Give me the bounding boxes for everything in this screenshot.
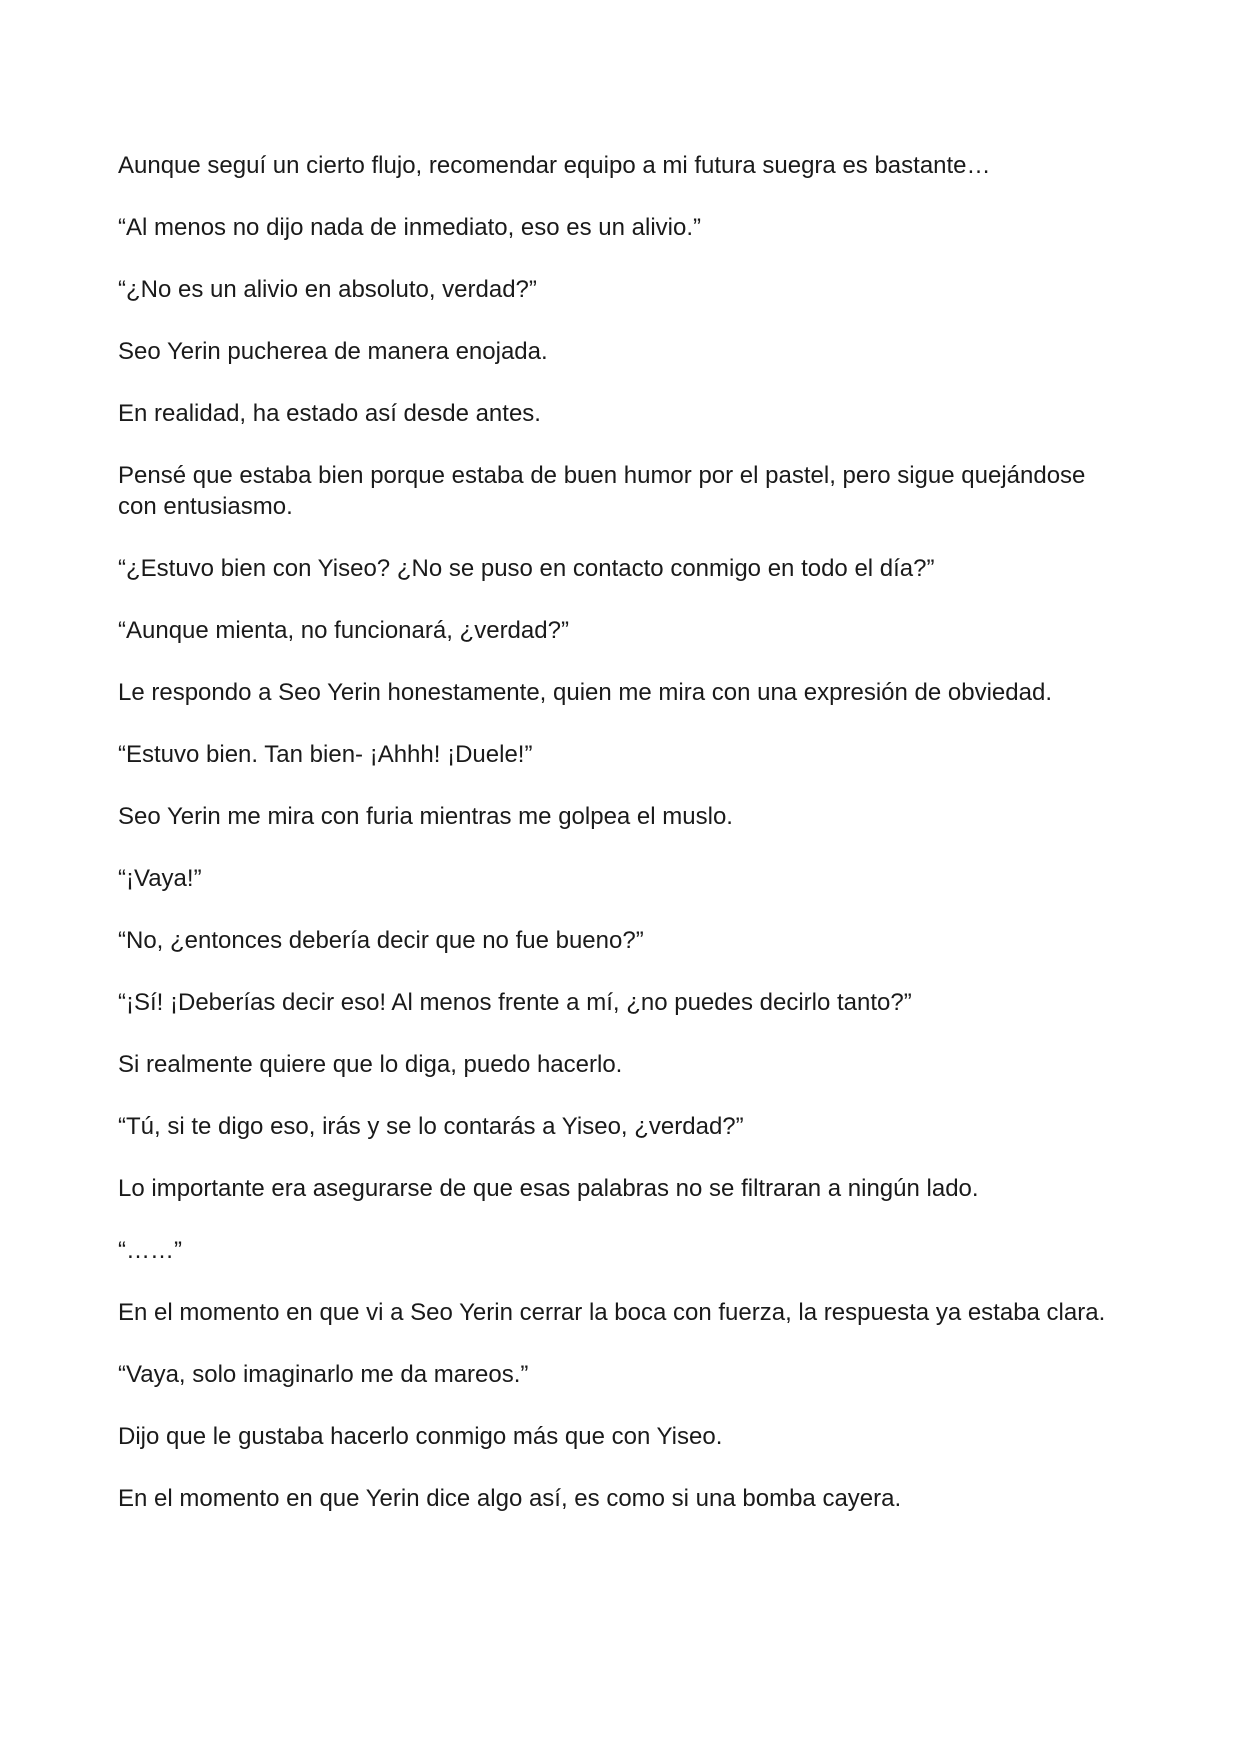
paragraph: “¿No es un alivio en absoluto, verdad?” <box>118 276 537 303</box>
paragraph: “¡Vaya!” <box>118 865 202 892</box>
paragraph: En el momento en que Yerin dice algo así, es como si una bomba cayera. <box>118 1485 902 1512</box>
paragraph: Lo importante era asegurarse de que esas palabras no se filtraran a ningún lado. <box>118 1175 979 1202</box>
paragraph: “Estuvo bien. Tan bien- ¡Ahhh! ¡Duele!” <box>118 741 533 768</box>
paragraph: En el momento en que vi a Seo Yerin cerrar la boca con fuerza, la respuesta ya estaba clara. <box>118 1299 1106 1326</box>
paragraph: “……” <box>118 1237 182 1264</box>
paragraph: Le respondo a Seo Yerin honestamente, quien me mira con una expresión de obviedad. <box>118 679 1052 706</box>
paragraph: Seo Yerin pucherea de manera enojada. <box>118 338 548 365</box>
paragraph: Si realmente quiere que lo diga, puedo hacerlo. <box>118 1051 623 1078</box>
paragraph: Seo Yerin me mira con furia mientras me golpea el muslo. <box>118 803 733 830</box>
paragraph: Pensé que estaba bien porque estaba de buen humor por el pastel, pero sigue quejándose con entusiasmo. <box>118 462 1086 520</box>
paragraph: En realidad, ha estado así desde antes. <box>118 400 541 427</box>
paragraph: “Vaya, solo imaginarlo me da mareos.” <box>118 1361 529 1388</box>
paragraph: “Tú, si te digo eso, irás y se lo contarás a Yiseo, ¿verdad?” <box>118 1113 744 1140</box>
document-body <box>118 150 1128 1545</box>
paragraph: “¡Sí! ¡Deberías decir eso! Al menos frente a mí, ¿no puedes decirlo tanto?” <box>118 989 912 1016</box>
paragraph: “Aunque mienta, no funcionará, ¿verdad?” <box>118 617 569 644</box>
paragraph: Aunque seguí un cierto flujo, recomendar equipo a mi futura suegra es bastante… <box>118 152 991 179</box>
paragraph: Dijo que le gustaba hacerlo conmigo más que con Yiseo. <box>118 1423 723 1450</box>
paragraph: “¿Estuvo bien con Yiseo? ¿No se puso en contacto conmigo en todo el día?” <box>118 555 935 582</box>
paragraph: “Al menos no dijo nada de inmediato, eso es un alivio.” <box>118 214 702 241</box>
paragraph: “No, ¿entonces debería decir que no fue bueno?” <box>118 927 644 954</box>
